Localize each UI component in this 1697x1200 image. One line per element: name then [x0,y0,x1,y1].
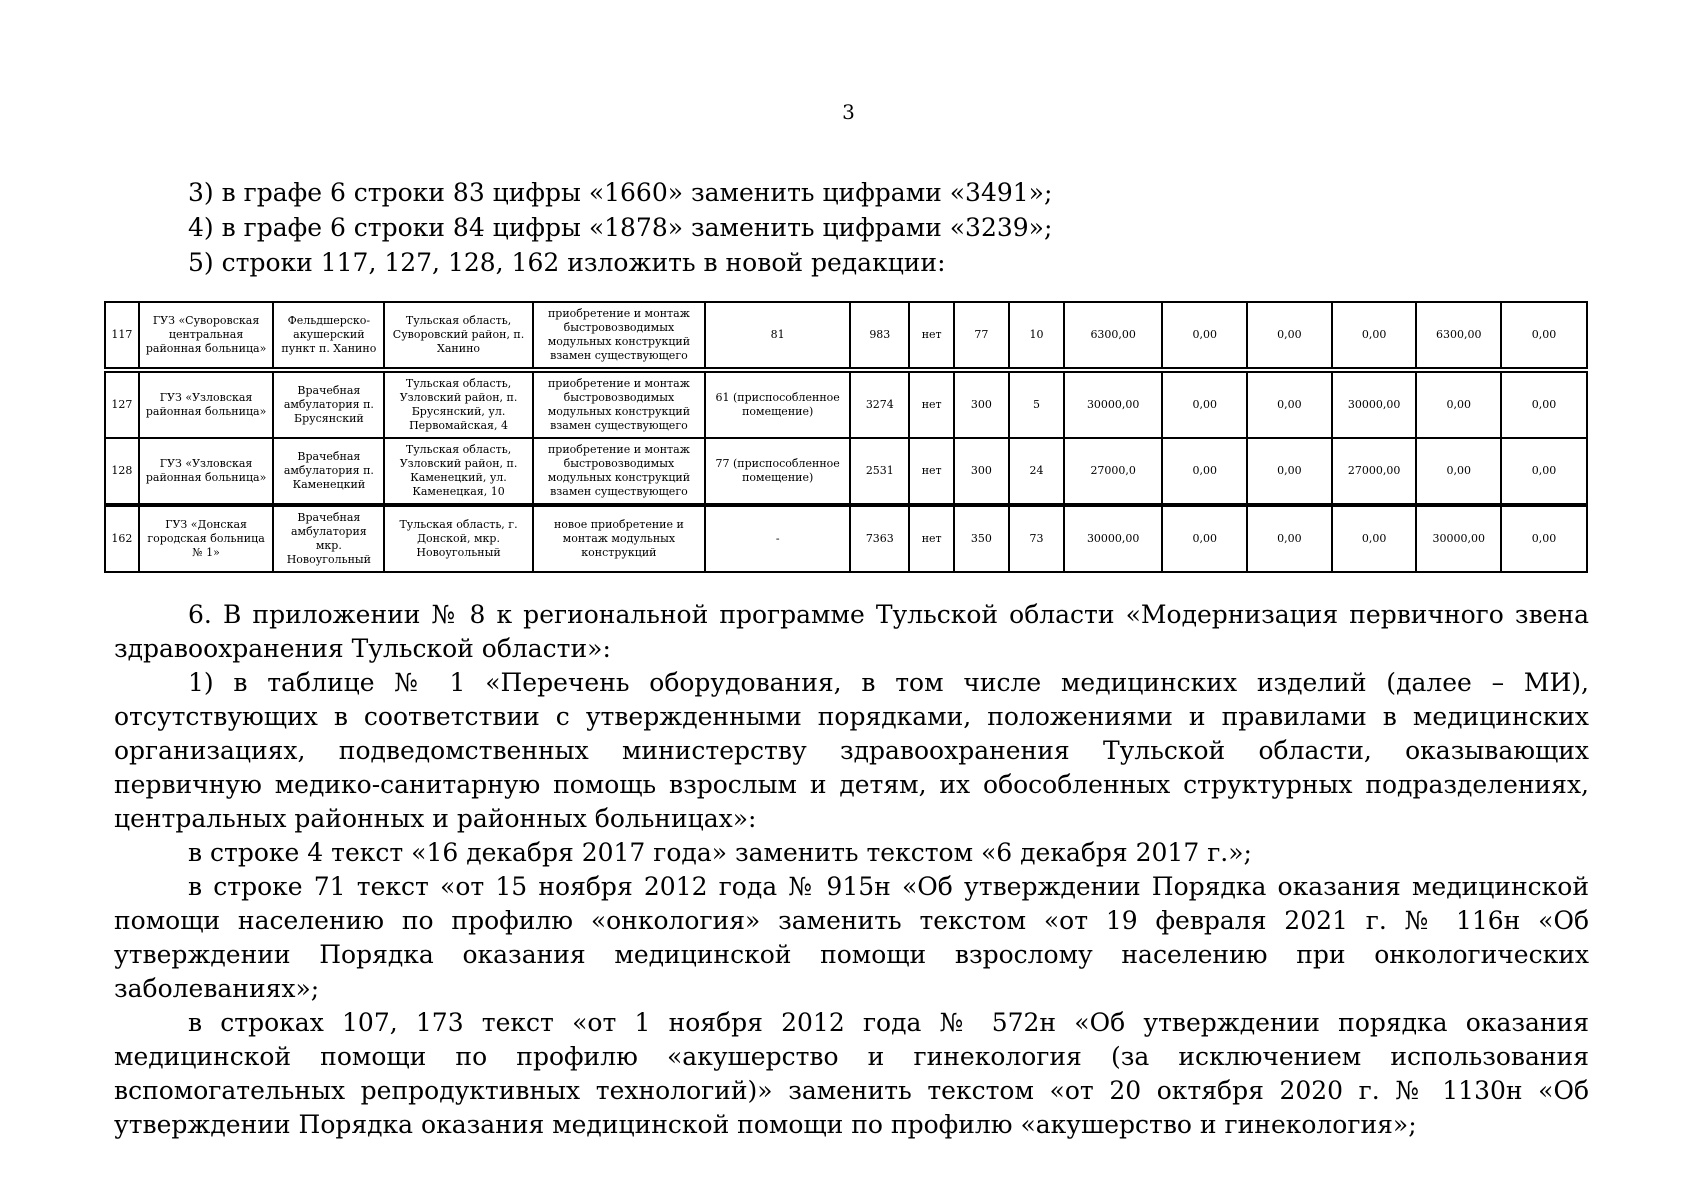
value-cell: 2531 [850,438,909,504]
value-cell: 7363 [850,506,909,572]
value-cell: нет [909,372,953,438]
value-cell: 6300,00 [1416,302,1501,368]
row-number: 162 [105,506,139,572]
address-cell: Тульская область, г. Донской, мкр. Новоугольный [384,506,532,572]
value-cell: 0,00 [1162,438,1247,504]
value-cell: 0,00 [1501,372,1587,438]
table-row [105,302,1587,368]
area-cell: 81 [705,302,850,368]
value-cell: 30000,00 [1064,506,1162,572]
area-cell: 61 (приспособленное помещение) [705,372,850,438]
intro-line-5: 5) строки 117, 127, 128, 162 изложить в новой редакции: [188,248,946,277]
value-cell: 77 [954,302,1009,368]
unit-cell: Врачебная амбулатория п. Каменецкий [273,438,384,504]
amendment-table-rows-127-128 [104,371,1588,505]
unit-cell: Фельдшерско-акушерский пункт п. Ханино [273,302,384,368]
value-cell: нет [909,506,953,572]
value-cell: 0,00 [1416,372,1501,438]
work-cell: приобретение и монтаж быстровозводимых модульных конструкций взамен существующего [533,372,706,438]
table-row [105,438,1587,504]
value-cell: 0,00 [1501,506,1587,572]
work-cell: новое приобретение и монтаж модульных конструкций [533,506,706,572]
value-cell: 73 [1009,506,1064,572]
value-cell: 0,00 [1501,438,1587,504]
organization-cell: ГУЗ «Узловская районная больница» [139,372,273,438]
value-cell: 27000,00 [1332,438,1417,504]
value-cell: 0,00 [1332,302,1417,368]
intro-line-4: 4) в графе 6 строки 84 цифры «1878» заменить цифрами «3239»; [188,213,1053,242]
organization-cell: ГУЗ «Узловская районная больница» [139,438,273,504]
value-cell: 30000,00 [1416,506,1501,572]
amendment-table-row-117 [104,301,1588,369]
value-cell: 0,00 [1162,302,1247,368]
organization-cell: ГУЗ «Донская городская больница № 1» [139,506,273,572]
address-cell: Тульская область, Узловский район, п. Каменецкий, ул. Каменецкая, 10 [384,438,532,504]
value-cell: 0,00 [1247,372,1332,438]
value-cell: 0,00 [1162,372,1247,438]
page-number: 3 [842,100,855,124]
value-cell: 0,00 [1501,302,1587,368]
value-cell: 0,00 [1247,438,1332,504]
section-6-line-4: в строке 4 текст «16 декабря 2017 года» заменить текстом «6 декабря 2017 г.»; [188,838,1252,867]
intro-line-3: 3) в графе 6 строки 83 цифры «1660» заменить цифрами «3491»; [188,178,1053,207]
table-row [105,506,1587,572]
value-cell: нет [909,302,953,368]
value-cell: 0,00 [1416,438,1501,504]
unit-cell: Врачебная амбулатория мкр. Новоугольный [273,506,384,572]
work-cell: приобретение и монтаж быстровозводимых модульных конструкций взамен существующего [533,438,706,504]
organization-cell: ГУЗ «Суворовская центральная районная больница» [139,302,273,368]
value-cell: нет [909,438,953,504]
value-cell: 983 [850,302,909,368]
value-cell: 5 [1009,372,1064,438]
value-cell: 0,00 [1247,506,1332,572]
value-cell: 30000,00 [1064,372,1162,438]
value-cell: 300 [954,438,1009,504]
section-6-heading: 6. В приложении № 8 к региональной программе Тульской области «Модернизация первичного звена здравоохранения Тульской области»: [114,600,1589,663]
value-cell: 0,00 [1332,506,1417,572]
value-cell: 0,00 [1162,506,1247,572]
value-cell: 350 [954,506,1009,572]
section-6-line-71: в строке 71 текст «от 15 ноября 2012 года № 915н «Об утверждении Порядка оказания медицинской помощи населению по профилю «онкология» заменить текстом «от 19 февраля 2021 г. № 116н «Об утверждении Порядка оказания медицинской помощи взрослому населению при онкологических заболеваниях»; [114,872,1589,1003]
area-cell: - [705,506,850,572]
address-cell: Тульская область, Суворовский район, п. Ханино [384,302,532,368]
unit-cell: Врачебная амбулатория п. Брусянский [273,372,384,438]
address-cell: Тульская область, Узловский район, п. Брусянский, ул. Первомайская, 4 [384,372,532,438]
value-cell: 24 [1009,438,1064,504]
section-6-line-107: в строках 107, 173 текст «от 1 ноября 2012 года № 572н «Об утверждении порядка оказания медицинской помощи по профилю «акушерство и гинекология (за исключением использования вспомогательных репродуктивных технологий)» заменить текстом «от 20 октября 2020 г. № 1130н «Об утверждении Порядка оказания медицинской помощи по профилю «акушерство и гинекология»; [114,1008,1589,1139]
value-cell: 30000,00 [1332,372,1417,438]
area-cell: 77 (приспособленное помещение) [705,438,850,504]
section-6-item-1: 1) в таблице № 1 «Перечень оборудования, в том числе медицинских изделий (далее – МИ), отсутствующих в соответствии с утвержденными порядками, положениями и правилами в медицинских организациях, подведомственных министерству здравоохранения Тульской области, оказывающих первичную медико-санитарную помощь взрослым и детям, их обособленных структурных подразделениях, центральных районных и районных больницах»: [114,668,1589,833]
work-cell: приобретение и монтаж быстровозводимых модульных конструкций взамен существующего [533,302,706,368]
value-cell: 6300,00 [1064,302,1162,368]
intro-paragraph [114,175,1589,280]
value-cell: 0,00 [1247,302,1332,368]
value-cell: 300 [954,372,1009,438]
amendment-table-row-162 [104,505,1588,573]
value-cell: 27000,0 [1064,438,1162,504]
row-number: 117 [105,302,139,368]
row-number: 128 [105,438,139,504]
value-cell: 3274 [850,372,909,438]
value-cell: 10 [1009,302,1064,368]
section-6 [114,598,1589,1142]
row-number: 127 [105,372,139,438]
table-row [105,372,1587,438]
